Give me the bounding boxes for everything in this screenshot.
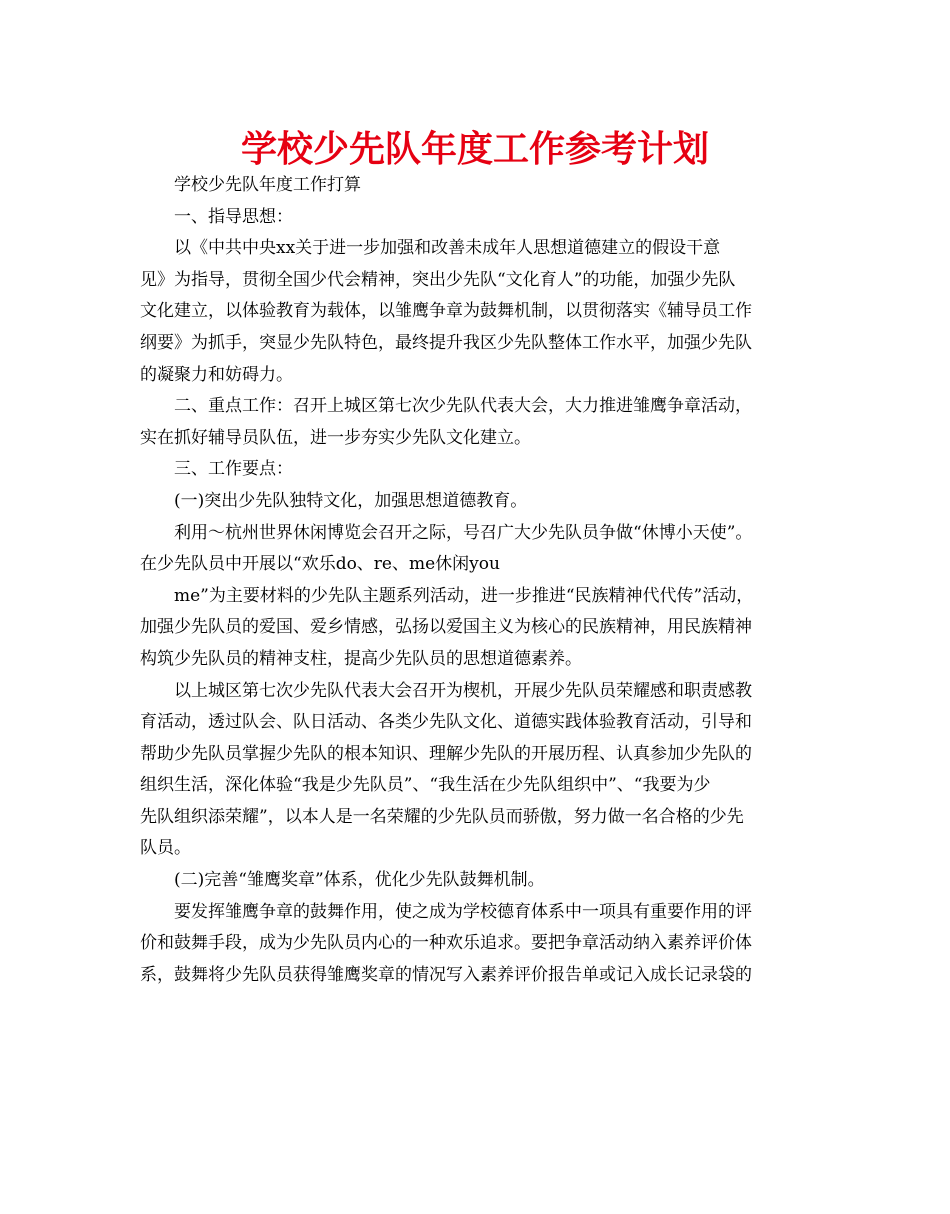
text-line: (二)完善“雏鹰奖章”体系，优化少先队鼓舞机制。: [174, 870, 545, 891]
text-line: 以上城区第七次少先队代表大会召开为楔机，开展少先队员荣耀感和职责感教: [174, 680, 752, 701]
text-line: (一)突出少先队独特文化，加强思想道德教育。: [174, 490, 528, 511]
text-line: 一、指导思想：: [174, 206, 293, 227]
text-line: 文化建立，以体验教育为载体，以雏鹰争章为鼓舞机制，以贯彻落实《辅导员工作: [140, 301, 752, 322]
text-line: 见》为指导，贯彻全国少代会精神，突出少先队“文化育人”的功能，加强少先队: [140, 269, 736, 290]
text-line: 系，鼓舞将少先队员获得雏鹰奖章的情况写入素养评价报告单或记入成长记录袋的: [140, 964, 752, 985]
text-line: 实在抓好辅导员队伍，进一步夯实少先队文化建立。: [140, 427, 531, 448]
text-line: 队员。: [140, 838, 191, 859]
text-line: 学校少先队年度工作打算: [174, 175, 361, 195]
text-line: 价和鼓舞手段，成为少先队员内心的一种欢乐追求。要把争章活动纳入素养评价体: [140, 933, 752, 954]
text-line: 组织生活，深化体验“我是少先队员”、“我生活在少先队组织中”、“我要为少: [140, 775, 711, 796]
text-line: 在少先队员中开展以“欢乐do、re、me休闲you: [140, 554, 500, 575]
text-line: 帮助少先队员掌握少先队的根本知识、理解少先队的开展历程、认真参加少先队的: [140, 743, 752, 764]
text-line: me”为主要材料的少先队主题系列活动，进一步推进“民族精神代代传”活动，: [174, 585, 754, 606]
text-line: 三、工作要点：: [174, 459, 293, 480]
document-title: 学校少先队年度工作参考计划: [240, 129, 709, 170]
text-line: 的凝聚力和妨碍力。: [140, 364, 293, 385]
text-line: 育活动，透过队会、队日活动、各类少先队文化、道德实践体验教育活动，引导和: [140, 712, 752, 733]
document-body: [140, 170, 830, 991]
text-line: 纲要》为抓手，突显少先队特色，最终提升我区少先队整体工作水平，加强少先队: [140, 332, 752, 353]
text-line: 二、重点工作：召开上城区第七次少先队代表大会，大力推进雏鹰争章活动，: [174, 396, 752, 417]
text-line: 利用～杭州世界休闲博览会召开之际，号召广大少先队员争做“休博小天使”。: [174, 522, 753, 543]
text-line: 要发挥雏鹰争章的鼓舞作用，使之成为学校德育体系中一项具有重要作用的评: [174, 901, 752, 922]
text-line: 加强少先队员的爱国、爱乡情感，弘扬以爱国主义为核心的民族精神，用民族精神: [140, 617, 752, 638]
text-line: 以《中共中央xx关于进一步加强和改善未成年人思想道德建立的假设干意: [174, 238, 721, 259]
text-line: 构筑少先队员的精神支柱，提高少先队员的思想道德素养。: [140, 648, 582, 669]
text-line: 先队组织添荣耀”，以本人是一名荣耀的少先队员而骄傲，努力做一名合格的少先: [140, 806, 744, 827]
